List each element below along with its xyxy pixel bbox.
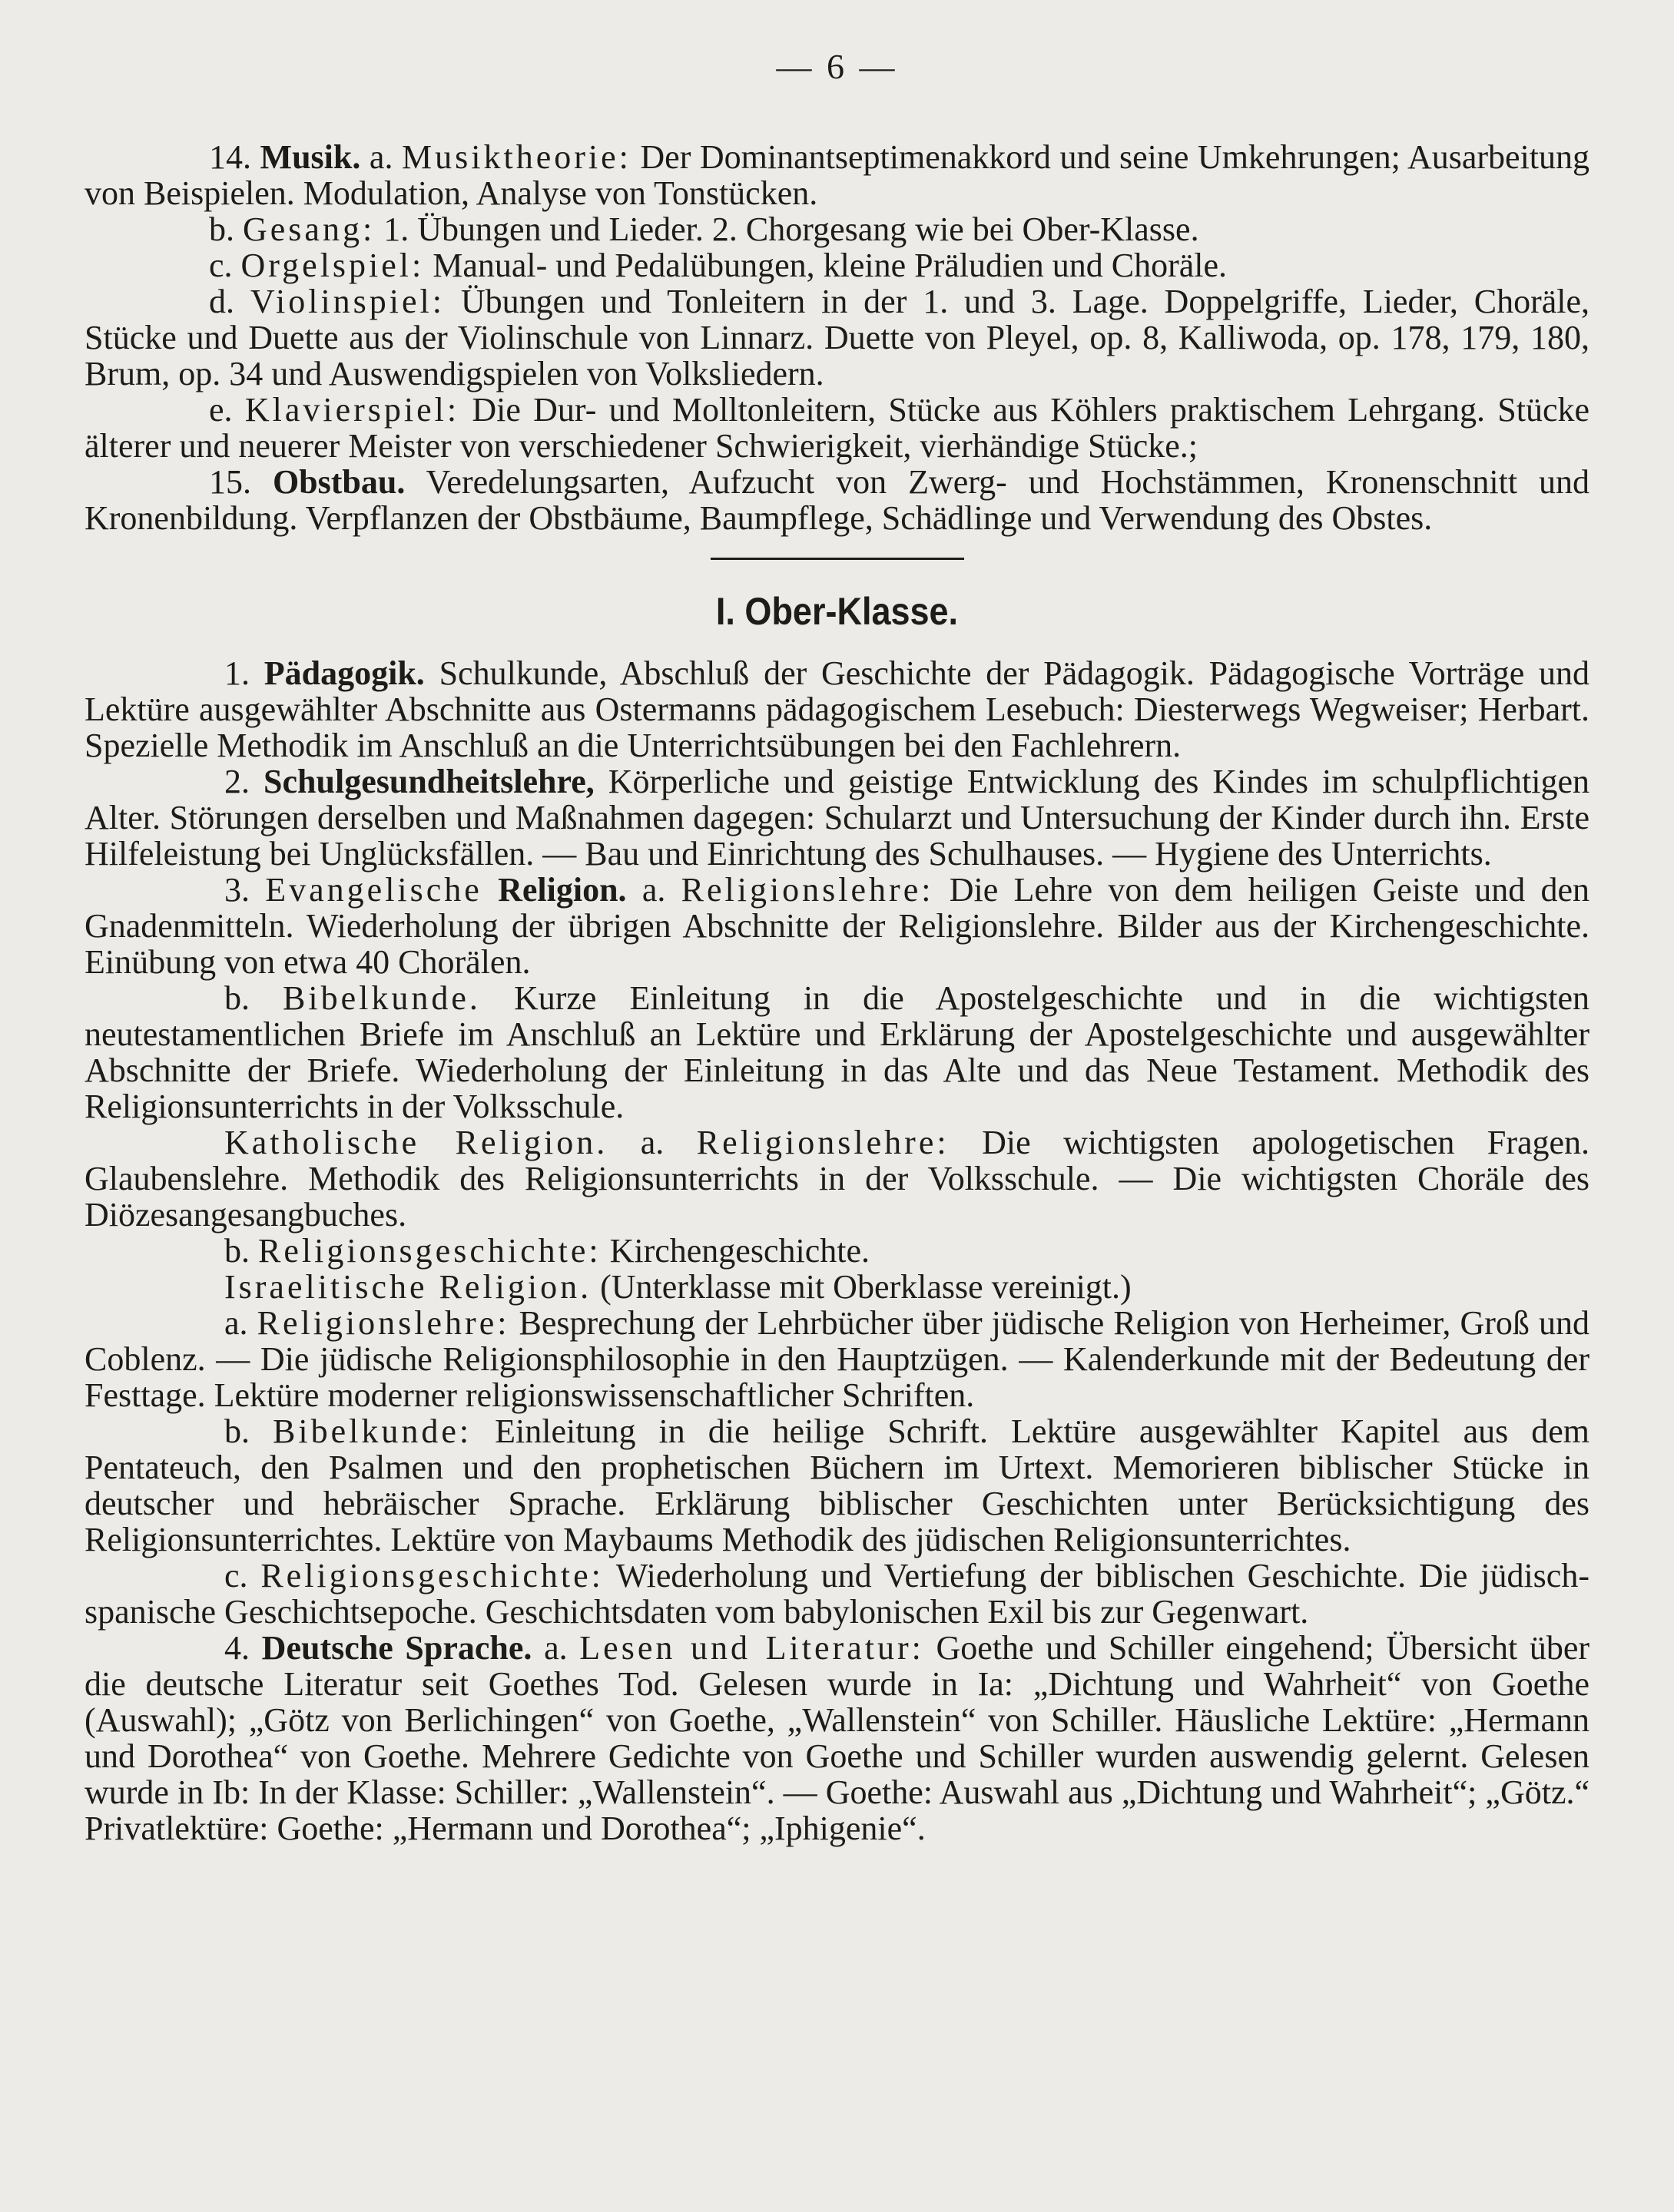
subitem-text: Besprechung der Lehrbücher über jüdische Religion von Herheimer, Groß und Coblenz. — Die jüdische Religionsphilosophie in den Hauptzügen. — Kalenderkunde mit der Bedeutung der Festtage. Lektüre moderner religionswissenschaftlicher Schriften. — [85, 1304, 1590, 1414]
musik-gesang-paragraph — [85, 211, 1589, 247]
subitem-text: Der Dominantseptimenakkord und seine Umkehrungen; Ausarbeitung von Beispielen. Modulation, Analyse von Tonstücken. — [85, 138, 1590, 212]
subitem-letter: b. — [224, 1412, 250, 1450]
subitem-letter: b. — [224, 1232, 250, 1270]
subitem-term: Gesang: — [243, 210, 376, 248]
confession-term: Katholische Religion. — [224, 1124, 608, 1161]
subitem-term: Religionsgeschichte: — [258, 1232, 602, 1270]
musik-violinspiel-paragraph — [85, 283, 1589, 392]
confession-term: Israelitische Religion. — [224, 1268, 592, 1306]
isr-religion-heading-paragraph — [85, 1269, 1589, 1305]
subject-heading: Schulgesundheitslehre, — [264, 763, 595, 800]
subitem-letter: b. — [209, 210, 234, 248]
subitem-term: Klavierspiel: — [244, 391, 460, 429]
subitem-term: Violinspiel: — [250, 283, 445, 320]
subitem-letter: a. — [641, 871, 666, 909]
subject-heading: Religion. — [498, 871, 627, 909]
subitem-letter: c. — [209, 247, 233, 284]
subject-heading: Deutsche Sprache. — [261, 1629, 532, 1667]
subitem-text: Die Dur- und Molltonleitern, Stücke aus Köhlers praktischem Lehrgang. Stücke älterer und neuerer Meister von verschiedener Schwierigkeit, vierhändige Stücke.; — [85, 391, 1590, 465]
subitem-letter: a. — [369, 138, 393, 176]
subitem-text: Übungen und Tonleitern in der 1. und 3. Lage. Doppelgriffe, Lieder, Choräle, Stücke und Duette aus der Violinschule von Linnarz. Duette von Pleyel, op. 8, Kalliwoda, op. 178, 179, 180, Brum, op. 34 und Auswendigspielen von Volksliedern. — [85, 283, 1590, 392]
subitem-text: Die wichtigsten apologetischen Fragen. Glaubenslehre. Methodik des Religionsunterrichts in der Volksschule. — Die wichtigsten Choräle des Diözesangesangbuches. — [85, 1124, 1590, 1233]
kath-religionsgeschichte-paragraph — [85, 1233, 1589, 1269]
item-number: 14. — [209, 138, 251, 176]
subitem-term: Religionslehre: — [257, 1304, 510, 1342]
subject-heading: Musik. — [260, 138, 361, 176]
section-divider — [711, 558, 964, 560]
subject-text: Körperliche und geistige Entwicklung des Kindes im schulpflichtigen Alter. Störungen derselben und Maßnahmen dagegen: Schularzt und Untersuchung der Kinder durch ihn. Erste Hilfeleistung bei Unglücksfällen. — Bau und Einrichtung des Schulhauses. — Hygiene des Unterrichts. — [85, 763, 1590, 873]
subject-heading: Obstbau. — [272, 463, 406, 501]
subitem-term: Religionslehre: — [681, 871, 934, 909]
subitem-term: Religionslehre: — [696, 1124, 950, 1161]
subitem-text: Manual- und Pedalübungen, kleine Präludien und Choräle. — [433, 247, 1228, 284]
subitem-letter: e. — [209, 391, 233, 429]
subitem-text: 1. Übungen und Lieder. 2. Chorgesang wie bei Ober-Klasse. — [383, 210, 1199, 248]
subitem-letter: b. — [224, 979, 250, 1017]
isr-bibelkunde-paragraph — [85, 1413, 1589, 1558]
subitem-letter: d. — [209, 283, 234, 320]
subitem-text: Einleitung in die heilige Schrift. Lektüre ausgewählter Kapitel aus dem Pentateuch, den Psalmen und den prophetischen Büchern im Urtext. Memorieren biblischer Stücke in deutscher und hebräischer Sprache. Erklärung biblischer Geschichten unter Berücksichtigung des Religionsunterrichtes. Lektüre von Maybaums Methodik des jüdischen Religionsunterrichtes. — [85, 1412, 1589, 1558]
paedagogik-paragraph — [85, 655, 1589, 763]
page-number: — 6 — — [776, 47, 898, 86]
item-number: 4. — [224, 1629, 250, 1667]
musik-orgelspiel-paragraph — [85, 247, 1589, 283]
subitem-letter: a. — [544, 1629, 568, 1667]
subject-text: Veredelungsarten, Aufzucht von Zwerg- und Hochstämmen, Kronenschnitt und Kronenbildung. Verpflanzen der Obstbäume, Baumpflege, Schädlinge und Verwendung des Obstes. — [85, 463, 1589, 537]
subitem-text: Die Lehre von dem heiligen Geiste und den Gnadenmitteln. Wiederholung der übrigen Abschnitte der Religionslehre. Bilder aus der Kirchengeschichte. Einübung von etwa 40 Chorälen. — [85, 871, 1590, 981]
subitem-text: Kirchengeschichte. — [609, 1232, 870, 1270]
item-number: 3. — [224, 871, 250, 909]
deutsche-sprache-paragraph — [85, 1630, 1589, 1846]
ev-bibelkunde-paragraph — [85, 980, 1589, 1124]
ev-religionslehre-paragraph — [85, 872, 1589, 980]
kath-religionslehre-paragraph — [85, 1124, 1589, 1233]
subitem-letter: a. — [640, 1124, 665, 1161]
isr-religionslehre-paragraph — [85, 1305, 1589, 1413]
subitem-text: Wiederholung und Vertiefung der biblischen Geschichte. Die jüdisch-spanische Geschichtsepoche. Geschichtsdaten vom babylonischen Exil bis zur Gegenwart. — [85, 1557, 1589, 1631]
musik-theorie-paragraph — [85, 139, 1589, 211]
subject-heading: Pädagogik. — [264, 654, 425, 692]
section-title: I. Ober-Klasse. — [715, 590, 959, 633]
item-number: 2. — [224, 763, 250, 800]
subitem-letter: c. — [224, 1557, 248, 1594]
subitem-term: Bibelkunde. — [283, 979, 481, 1017]
obstbau-paragraph — [85, 464, 1589, 536]
confession-note: (Unterklasse mit Oberklasse vereinigt.) — [600, 1268, 1132, 1306]
schulgesundheitslehre-paragraph — [85, 763, 1589, 872]
confession-term: Evangelische — [265, 871, 482, 909]
subject-text: Schulkunde, Abschluß der Geschichte der Pädagogik. Pädagogische Vorträge und Lektüre ausgewählter Abschnitte aus Ostermanns pädagogischem Lesebuch: Diesterwegs Wegweiser; Herbart. Spezielle Methodik im Anschluß an die Unterrichtsübungen bei den Fachlehrern. — [85, 654, 1590, 764]
isr-religionsgeschichte-paragraph — [85, 1558, 1589, 1630]
item-number: 15. — [209, 463, 251, 501]
subitem-term: Orgelspiel: — [240, 247, 425, 284]
subitem-text: Goethe und Schiller eingehend; Übersicht über die deutsche Literatur seit Goethes Tod. Gelesen wurde in Ia: „Dichtung und Wahrheit“ von Goethe (Auswahl); „Götz von Berlichingen“ von Goethe, „Wallenstein“ von Schiller. Häusliche Lektüre: „Hermann und Dorothea“ von Goethe. Mehrere Gedichte von Goethe und Schiller wurden auswendig gelernt. Gelesen wurde in Ib: In der Klasse: Schiller: „Wallenstein“. — Goethe: Auswahl aus „Dichtung und Wahrheit“; „Götz.“ Privatlektüre: Goethe: „Hermann und Dorothea“; „Iphigenie“. — [85, 1629, 1590, 1847]
subitem-term: Bibelkunde: — [273, 1412, 472, 1450]
item-number: 1. — [224, 654, 250, 692]
musik-klavierspiel-paragraph — [85, 392, 1589, 464]
subitem-term: Musiktheorie: — [402, 138, 631, 176]
subitem-text: Kurze Einleitung in die Apostelgeschichte und in die wichtigsten neutestamentlichen Briefe im Anschluß an Lektüre und Erklärung der Apostelgeschichte und ausgewählter Abschnitte der Briefe. Wiederholung der Einleitung in das Alte und das Neue Testament. Methodik des Religionsunterrichts in der Volksschule. — [85, 979, 1590, 1125]
subitem-term: Lesen und Literatur: — [579, 1629, 924, 1667]
subitem-term: Religionsgeschichte: — [260, 1557, 604, 1594]
subitem-letter: a. — [224, 1304, 248, 1342]
